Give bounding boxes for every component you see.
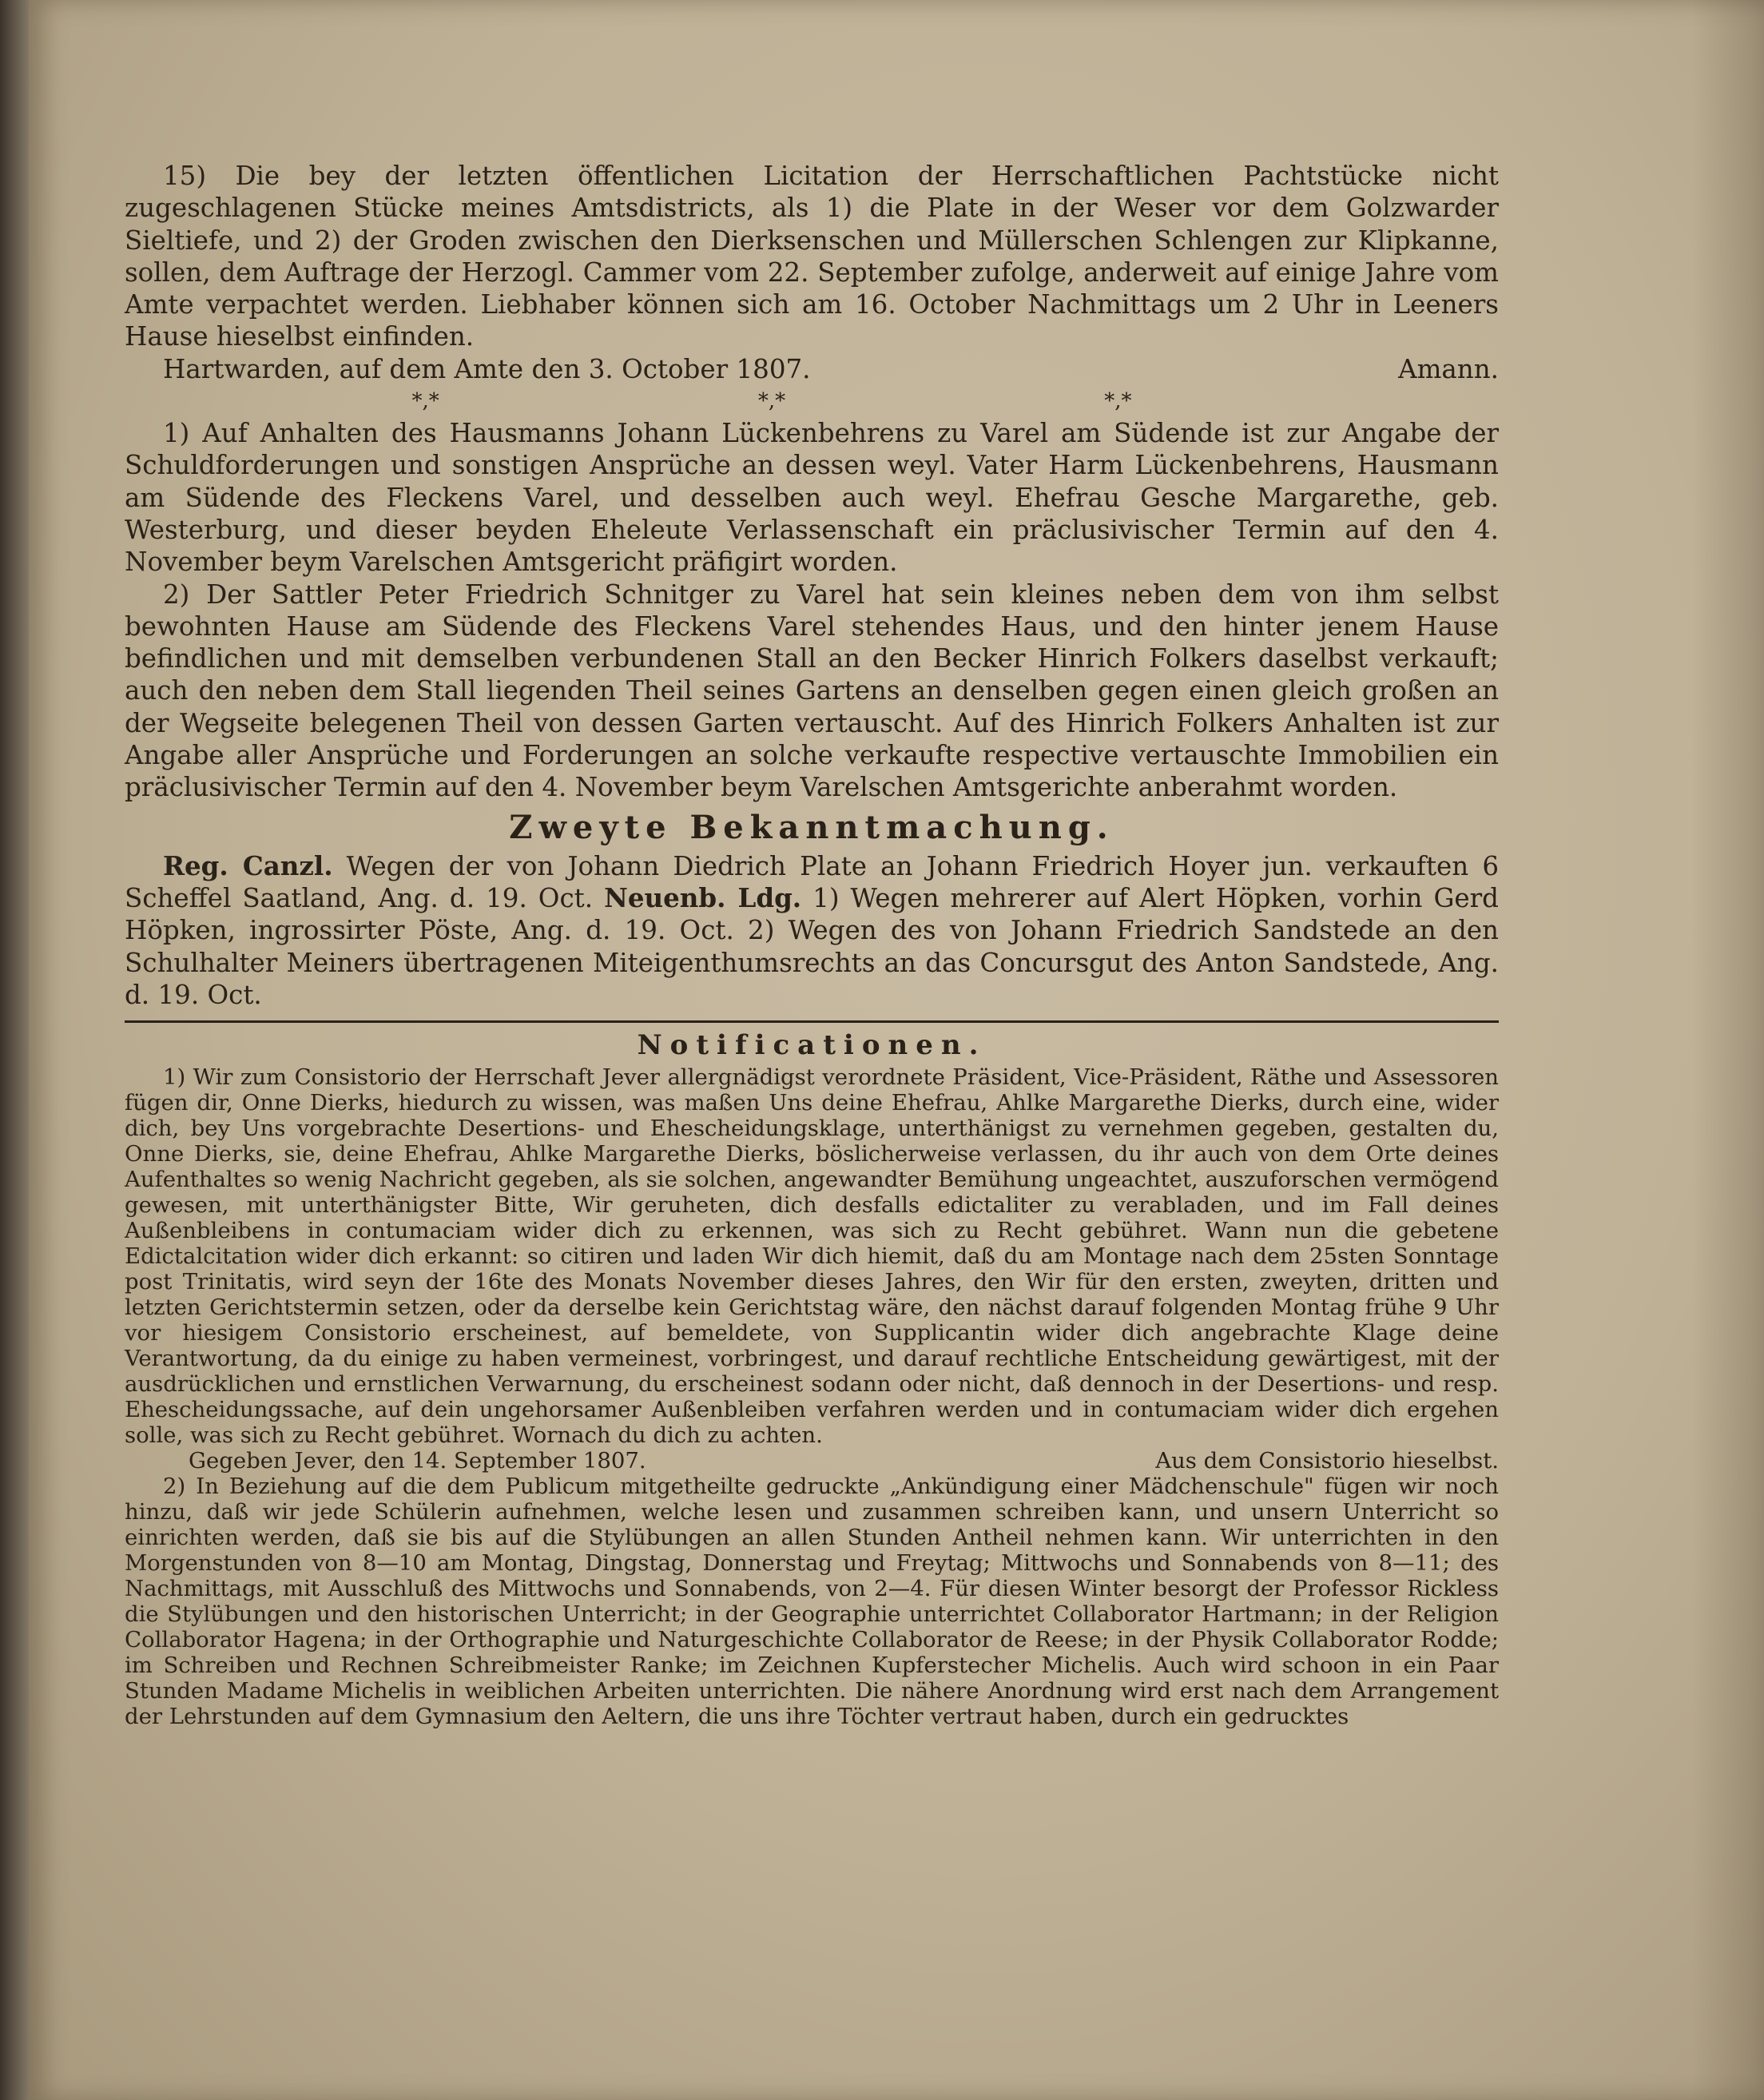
- label-neuenb-ldg: Neuenb. Ldg.: [604, 881, 802, 913]
- signature-place: Gegeben Jever, den 14. September 1807.: [189, 1448, 646, 1474]
- text-column: [125, 160, 1499, 1729]
- book-spine: [0, 0, 32, 2100]
- notification-2: 2) In Beziehung auf die dem Publicum mitgetheilte gedruckte „Ankündigung einer Mädchenschule" fügen wir noch hinzu, daß wir jede Schülerin aufnehmen, welche lesen und zusammen schreiben kann, und unsern Unterricht so einrichten werden, daß sie bis auf die Stylübungen an allen Stunden Antheil nehmen kann. Wir unterrichten in den Morgenstunden von 8—10 am Montag, Dingstag, Donnerstag und Freytag; Mittwochs und Sonnabends von 8—11; des Nachmittags, mit Ausschluß des Mittwochs und Sonnabends, von 2—4. Für diesen Winter besorgt der Professor Rickless die Stylübungen und den historischen Unterricht; in der Geographie unterrichtet Collaborator Hartmann; in der Religion Collaborator Hagena; in der Orthographie und Naturgeschichte Collaborator de Reese; in der Physik Collaborator Rodde; im Schreiben und Rechnen Schreibmeister Ranke; im Zeichnen Kupferstecher Michelis. Auch wird schoon in ein Paar Stunden Madame Michelis in weiblichen Arbeiten unterrichten. Die nähere Anordnung wird erst nach dem Arrangement der Lehrstunden auf dem Gymnasium den Aeltern, die uns ihre Töchter vertraut haben, durch ein gedrucktes: [125, 1474, 1499, 1730]
- notifications-heading: Notificationen.: [637, 1029, 987, 1062]
- official-notices: [125, 160, 1499, 804]
- text-neuenb-ldg: 1) Wegen mehrerer auf Alert Höpken, vorhin Gerd Höpken, ingrossirter Pöste, Ang. d. 19. Oct. 2) Wegen des von Johann Friedrich Sandstede an den Schulhalter Meiners übertragenen Miteigenthumsrechts an das Concursgut des Anton Sandstede, Ang. d. 19. Oct.: [125, 882, 1499, 1010]
- second-notice-body: [125, 850, 1499, 1011]
- signature-name: Aus dem Consistorio hieselbst.: [1155, 1448, 1499, 1474]
- text-reg-canzl: Wegen der von Johann Diedrich Plate an Johann Friedrich Hoyer jun. verkauften 6 Scheffel Saatland, Ang. d. 19. Oct.: [125, 850, 1499, 913]
- asterism: *,*: [1104, 389, 1132, 414]
- notice-varel-2: 2) Der Sattler Peter Friedrich Schnitger zu Varel hat sein kleines neben dem von ihm selbst bewohnten Hause am Südende des Fleckens Varel stehendes Haus, und den hinter jenem Hause befindlichen und mit demselben verbundenen Stall an den Becker Hinrich Folkers daselbst verkauft; auch den neben dem Stall liegenden Theil seines Gartens an denselben gegen einen gleich großen an der Wegseite belegenen Theil von dessen Garten vertauscht. Auf des Hinrich Folkers Anhalten ist zur Angabe aller Ansprüche und Forderungen an solche verkaufte respective vertauschte Immobilien ein präclusivischer Termin auf den 4. November beym Varelschen Amtsgerichte anberahmt worden.: [125, 579, 1499, 803]
- asterism: *,*: [411, 389, 439, 414]
- signature-place: Hartwarden, auf dem Amte den 3. October 1807.: [163, 353, 811, 384]
- notice-varel-1: 1) Auf Anhalten des Hausmanns Johann Lückenbehrens zu Varel am Südende ist zur Angabe der Schuldforderungen und sonstigen Ansprüche an dessen weyl. Vater Harm Lückenbehrens, Hausmann am Südende des Fleckens Varel, und desselben auch weyl. Ehefrau Gesche Margarethe, geb. Westerburg, und dieser beyden Eheleute Verlassenschaft ein präclusivischer Termin auf den 4. November beym Varelschen Amtsgericht präfigirt worden.: [125, 418, 1499, 578]
- label-reg-canzl: Reg. Canzl.: [163, 849, 333, 881]
- page-edge-shadow: [1692, 0, 1764, 2100]
- separator-asterisks: [252, 385, 1291, 417]
- notification-1: 1) Wir zum Consistorio der Herrschaft Jever allergnädigst verordnete Präsident, Vice-Präsident, Räthe und Assessoren fügen dir, Onne Dierks, hiedurch zu wissen, was maßen Uns deine Ehefrau, Ahlke Margarethe Dierks, durch eine, wider dich, bey Uns vorgebrachte Desertions- und Ehescheidungsklage, unterthänigst zu vernehmen gegeben, gestalten du, Onne Dierks, sie, deine Ehefrau, Ahlke Margarethe Dierks, böslicherweise verlassen, du ihr auch von dem Orte deines Aufenthaltes so wenig Nachricht gegeben, als sie solchen, angewandter Bemühung ungeachtet, auszuforschen vermögend gewesen, mit unterthänigster Bitte, Wir geruheten, dich desfalls edictaliter zu verabladen, und im Fall deines Außenbleibens in contumaciam wider dich zu erkennen, was sich zu Recht gebühret. Wann nun die gebetene Edictalcitation wider dich erkannt: so citiren und laden Wir dich hiemit, daß du am Montage nach dem 25sten Sonntage post Trinitatis, wird seyn der 16te des Monats November dieses Jahres, den Wir für den ersten, zweyten, dritten und letzten Gerichtstermin setzen, oder da derselbe kein Gerichtstag wäre, den nächst darauf folgenden Montag frühe 9 Uhr vor hiesigem Consistorio erscheinest, auf bemeldete, von Supplicantin wider dich angebrachte Klage deine Verantwortung, da du einige zu haben vermeinest, vorbringest, und darauf rechtliche Entscheidung gewärtigest, mit der ausdrücklichen und ernstlichen Verwarnung, du erscheinest sodann oder nicht, daß dennoch in der Desertions- und resp. Ehescheidungssache, auf dein ungehorsamer Außenbleiben verfahren werden und in contumaciam wider dich ergehen solle, was sich zu Recht gebühret. Wornach du dich zu achten.: [125, 1064, 1499, 1449]
- notifications-body: [125, 1064, 1499, 1729]
- divider-rule: [125, 1020, 1499, 1023]
- asterism: *,*: [757, 389, 786, 414]
- page: [29, 0, 1764, 2100]
- second-notice-heading: Zweyte Bekanntmachung.: [509, 808, 1114, 846]
- notice-15-signature: [125, 353, 1499, 385]
- second-notice-text: [125, 850, 1499, 1011]
- signature-name: Amann.: [1398, 353, 1499, 384]
- notification-1-signature: [125, 1448, 1499, 1474]
- notice-15: 15) Die bey der letzten öffentlichen Licitation der Herrschaftlichen Pachtstücke nicht zugeschlagenen Stücke meines Amtsdistricts, als 1) die Plate in der Weser vor dem Golzwarder Sieltiefe, und 2) der Groden zwischen den Dierksenschen und Müllerschen Schlengen zur Klipkanne, sollen, dem Auftrage der Herzogl. Cammer vom 22. September zufolge, anderweit auf einige Jahre vom Amte verpachtet werden. Liebhaber können sich am 16. October Nachmittags um 2 Uhr in Leeners Hause hieselbst einfinden.: [125, 161, 1499, 352]
